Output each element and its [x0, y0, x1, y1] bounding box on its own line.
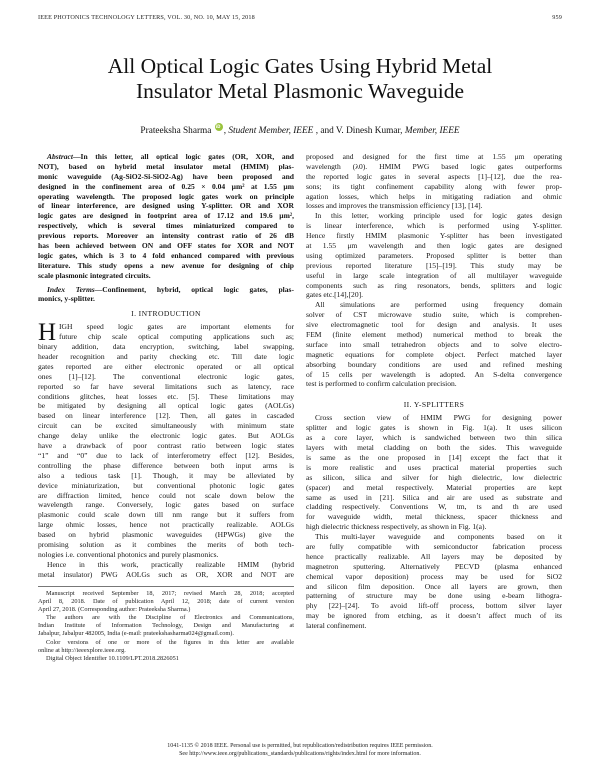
- right-paragraph-4: [306, 413, 562, 532]
- body-line: cladding respectively. Conventions W, tm, ts and th are used: [306, 502, 562, 512]
- index-terms: [38, 285, 294, 305]
- left-column: [38, 152, 294, 663]
- abstract-line: of linear interference, are designed using Y-splitter. OR and XOR: [38, 201, 294, 211]
- body-line: absorbing boundary conditions are used and refined meshing: [306, 359, 562, 369]
- abstract-line: logic gates, which is 3 to 4 fold enhanced compared with previous: [38, 250, 294, 260]
- body-line: same as used in [21]. Silica and air are used as substrate and: [306, 492, 562, 502]
- body-line: is linear interference, which is performed using Y-splitter.: [306, 221, 562, 231]
- right-column: [306, 152, 562, 631]
- intro-line: promising solution as it combines the merits of both tech-: [38, 539, 294, 549]
- abstract-line: designed in the confinement area of 0.25 × 0.04 μm² at 1.55 μm: [38, 181, 294, 191]
- body-line: sons; its tight confinement capability along with fewer prop-: [306, 181, 562, 191]
- footnote-line: Indian Institute of Information Technology, Design and Manufacturing at: [38, 622, 294, 630]
- intro-paragraph: [38, 342, 294, 560]
- body-line: splitter and logic gates is shown in Fig. 1(a). It uses silicon: [306, 423, 562, 433]
- body-line: Hence firstly HMIM plasmonic Y-splitter has been investigated: [306, 231, 562, 241]
- body-line: is more realistic and uses practical material properties such: [306, 462, 562, 472]
- body-line: lateral confinement.: [306, 621, 367, 631]
- body-line: and silicon film deposition. Once all layers are grown, then: [306, 581, 562, 591]
- page-number: 959: [552, 14, 562, 21]
- intro-line: ones [1]–[12]. The conventional electronic logic gates,: [38, 371, 294, 381]
- body-line: proposed and designed for the first time at 1.55 μm operating: [306, 152, 562, 161]
- author-1-role: Student Member, IEEE: [228, 126, 314, 136]
- intro-line: controlling the phase difference between both input arms is: [38, 460, 294, 470]
- abstract-label: Abstract: [47, 152, 73, 161]
- abstract-line: operating wavelength. The proposed logic gates work on principle: [38, 191, 294, 201]
- intro-line: gates reported are either electronic operated or all optical: [38, 361, 294, 371]
- intro-line: reported so far have several limitations such as latency, race: [38, 381, 294, 391]
- body-line: This multi-layer waveguide and components based on it: [315, 532, 562, 542]
- body-line: of 15 cells per wavelength is adopted. An S-delta convergence: [306, 369, 562, 379]
- intro-line: are diffraction limited, hence could not scale down below the: [38, 490, 294, 500]
- body-line: may be ignored from etching, as it doesn’t affect much of its: [306, 611, 562, 621]
- paper-title: [40, 54, 560, 104]
- copyright-line-2: See http://www.ieee.org/publications_standards/publications/rights/index.html for more information.: [179, 751, 421, 757]
- index-terms-text: —Confinement, hybrid, optical logic gates, plas-: [94, 284, 294, 294]
- intro-line: circuit can be excited simultaneously with minimum state: [38, 421, 294, 431]
- right-paragraph-3: [306, 300, 562, 389]
- author-2-role: Member, IEEE: [404, 126, 460, 136]
- body-line: components such as ring resonators, bends, splitters and logic: [306, 280, 562, 290]
- body-line: as a core layer, which is sandwiched between two thin silica: [306, 433, 562, 443]
- intro-line: Hence in this work, practically realizable HMIM (hybrid: [47, 559, 294, 569]
- intro-line: based on linear interference [12]. Then, all gates in cascaded: [38, 411, 294, 421]
- index-terms-line: monics, y-splitter.: [38, 294, 95, 304]
- body-line: as silicon, silica and silver for high dielectric, low dielectric: [306, 472, 562, 482]
- section-heading-introduction: I. INTRODUCTION: [131, 309, 201, 319]
- body-line: sive electromagnetic tool for design and analysis. It uses: [306, 320, 562, 330]
- body-line: solver of CST microwave studio suite, which is comprehen-: [306, 310, 562, 320]
- right-paragraph-2: [306, 211, 562, 300]
- intro-line: plasmonic could scale down till nm range but it suffers from: [38, 510, 294, 520]
- intro-line: device miniaturization, but conventional photonic logic gates: [38, 480, 294, 490]
- index-terms-label: Index Terms: [47, 284, 95, 294]
- body-line: gates etc.[14],[20].: [306, 290, 363, 300]
- body-line: previous reported literature [15]–[19]. This study may be: [306, 260, 562, 270]
- footnote-line: online at http://ieeexplore.ieee.org.: [38, 646, 126, 654]
- footnote-line: The authors are with the Discipline of Electronics and Communications,: [46, 614, 294, 622]
- intro-line: also a tedious task [1]. Though, it may be alleviated by: [38, 470, 294, 480]
- body-line: using optimized parameters. Proposed splitter is better than: [306, 250, 562, 260]
- abstract-line: logic gates are designed in footprint area of 17.12 and 19.6 μm²,: [38, 211, 294, 221]
- section-heading-y-splitters: II. Y-SPLITTERS: [403, 400, 465, 410]
- body-line: agation losses, which helps in mitigating radiation and ohmic: [306, 191, 562, 201]
- body-line: All simulations are performed using frequency domain: [315, 300, 562, 310]
- journal-name: IEEE PHOTONICS TECHNOLOGY LETTERS, VOL. 30, NO. 10, MAY 15, 2018: [38, 14, 255, 21]
- intro-line: change delay unlike the electronic logic gates. But AOLGs: [38, 431, 294, 441]
- intro-line: future chip scale optical computing applications such as;: [59, 332, 294, 342]
- body-line: layers with metal cladding on both the sides. This waveguide: [306, 443, 562, 453]
- copyright-line-1: 1041-1135 © 2018 IEEE. Personal use is permitted, but republication/redistribution requires IEEE permission.: [167, 743, 433, 749]
- author-line: Prateeksha Sharma iD , Student Member, IEEE , and V. Dinesh Kumar, Member, IEEE: [40, 123, 560, 136]
- body-line: magnetic equations for complete object. Perfect matched layer: [306, 349, 562, 359]
- abstract-line: respectively, which is several times miniaturized compared to: [38, 221, 294, 231]
- abstract-line: monic waveguide (Ag-SiO2-Si-SiO2-Ag) have been proposed and: [38, 171, 294, 181]
- body-line: hence practically realizable. All layers may be deposited by: [306, 551, 562, 561]
- author-2-name: , and V. Dinesh Kumar,: [315, 126, 405, 136]
- abstract-text: —In this letter, all optical logic gates (OR, XOR, and: [73, 152, 294, 161]
- intro-line: large ohmic losses, hence not practically realizable. AOLGs: [38, 520, 294, 530]
- right-paragraph-1: [306, 152, 562, 211]
- body-line: is same as the one proposed in [14] except the fact that it: [306, 452, 562, 462]
- footnote-line: April 27, 2018. (Corresponding author: Prateeksha Sharma.): [38, 605, 191, 613]
- dropcap-letter: H: [38, 319, 57, 347]
- intro-line: binary addition, data encryption, switching, label swapping,: [38, 342, 294, 352]
- intro-line: wavelength range. Conversely, logic gates based on surface: [38, 500, 294, 510]
- running-head: [38, 14, 562, 26]
- intro-line: IGH speed logic gates are important elements for: [59, 322, 294, 332]
- intro-line: be mitigated by designing all optical logic gates (AOLGs): [38, 401, 294, 411]
- body-line: for waveguide width, metal thickness, spacer thickness and: [306, 512, 562, 522]
- title-line-1: All Optical Logic Gates Using Hybrid Metal: [107, 54, 493, 78]
- intro-line: based on hybrid plasmonic waveguides (HPWGs) give the: [38, 530, 294, 540]
- intro-line: header recognition and parity checking etc. Till date logic: [38, 352, 294, 362]
- abstract-line: literature. This study opens a new avenue for designing of chip: [38, 260, 294, 270]
- body-line: surface into small tetrahedron objects and to solve electro-: [306, 339, 562, 349]
- body-line: patterning of structure may be done using e-beam lithogra-: [306, 591, 562, 601]
- index-terms-line: [38, 285, 294, 295]
- body-line: are fully compatible with semiconductor fabrication process: [306, 541, 562, 551]
- abstract-line: [38, 152, 294, 162]
- body-line: at 1.55 μm wavelength and then logic gates are designed: [306, 241, 562, 251]
- body-line: the reported logic gates in several aspects [1]–[12], due the rea-: [306, 171, 562, 181]
- footnote-line: Color versions of one or more of the figures in this letter are available: [46, 638, 294, 646]
- body-line: test is performed to confirm calculation precision.: [306, 379, 457, 389]
- body-line: FEM (finite element method) numerical method to break the: [306, 330, 562, 340]
- intro-line: nologies i.e. conventional photonics and purely plasmonics.: [38, 549, 219, 559]
- abstract-line: NOT), based on hybrid metal insulator metal (HMIM) plas-: [38, 161, 294, 171]
- intro-line: metal insulator) PWG AOLGs such as OR, XOR and NOT are: [38, 569, 294, 579]
- footnote-line: Jabalpur, Jabalpur 482005, India (e-mail: prateekshasharma024@gmail.com).: [38, 630, 234, 638]
- author-1-name: Prateeksha Sharma: [140, 126, 212, 136]
- body-line: (spacer) and metal respectively. Material properties are kept: [306, 482, 562, 492]
- copyright-notice: [40, 742, 560, 758]
- body-line: high dielectric thickness respectively, as shown in Fig. 1(a).: [306, 522, 487, 532]
- abstract-line: scale plasmonic integrated circuits.: [38, 270, 151, 280]
- abstract-line: previous reports. Moreover an intensity contrast ratio of 26 dB: [38, 231, 294, 241]
- intro-line: conditions glitches, heat losses etc. [5]. These limitations may: [38, 391, 294, 401]
- title-line-2: Insulator Metal Plasmonic Waveguide: [135, 79, 465, 103]
- body-line: useful in large scale integration of all multilayer waveguide: [306, 270, 562, 280]
- footnote-line: April 8, 2018. Date of publication April 12, 2018; date of current version: [38, 597, 294, 605]
- intro-line: “1” and “0” due to lack of interferometry effect [12]. Besides,: [38, 450, 294, 460]
- body-line: chemical vapor deposition) process may be used for SiO2: [306, 571, 562, 581]
- footnotes: [38, 586, 294, 664]
- body-line: wavelength (λ0). HMIM PWG based logic gates outperforms: [306, 161, 562, 171]
- body-line: In this letter, working principle used for logic gates design: [315, 211, 562, 221]
- body-line: losses and improves the transmission efficiency [13], [14].: [306, 201, 483, 211]
- body-line: Cross section view of HMIM PWG for designing power: [315, 413, 562, 423]
- body-line: phy [22]–[24]. To avoid lift-off process, bottom silver layer: [306, 601, 562, 611]
- footnote-line: Manuscript received September 18, 2017; revised March 28, 2018; accepted: [46, 589, 294, 597]
- abstract-line: has been achieved between ON and OFF states for XOR and NOT: [38, 241, 294, 251]
- body-line: magnetron sputtering. Alternatively PECVD (plasma enhanced: [306, 561, 562, 571]
- right-paragraph-5: [306, 532, 562, 631]
- footnote-line: Digital Object Identifier 10.1109/LPT.2018.2826051: [46, 655, 179, 663]
- abstract: [38, 152, 294, 281]
- intro-line: have a drawback of poor contrast ratio between logic states: [38, 441, 294, 451]
- orcid-icon[interactable]: [215, 123, 223, 131]
- intro-paragraph-2: [38, 560, 294, 580]
